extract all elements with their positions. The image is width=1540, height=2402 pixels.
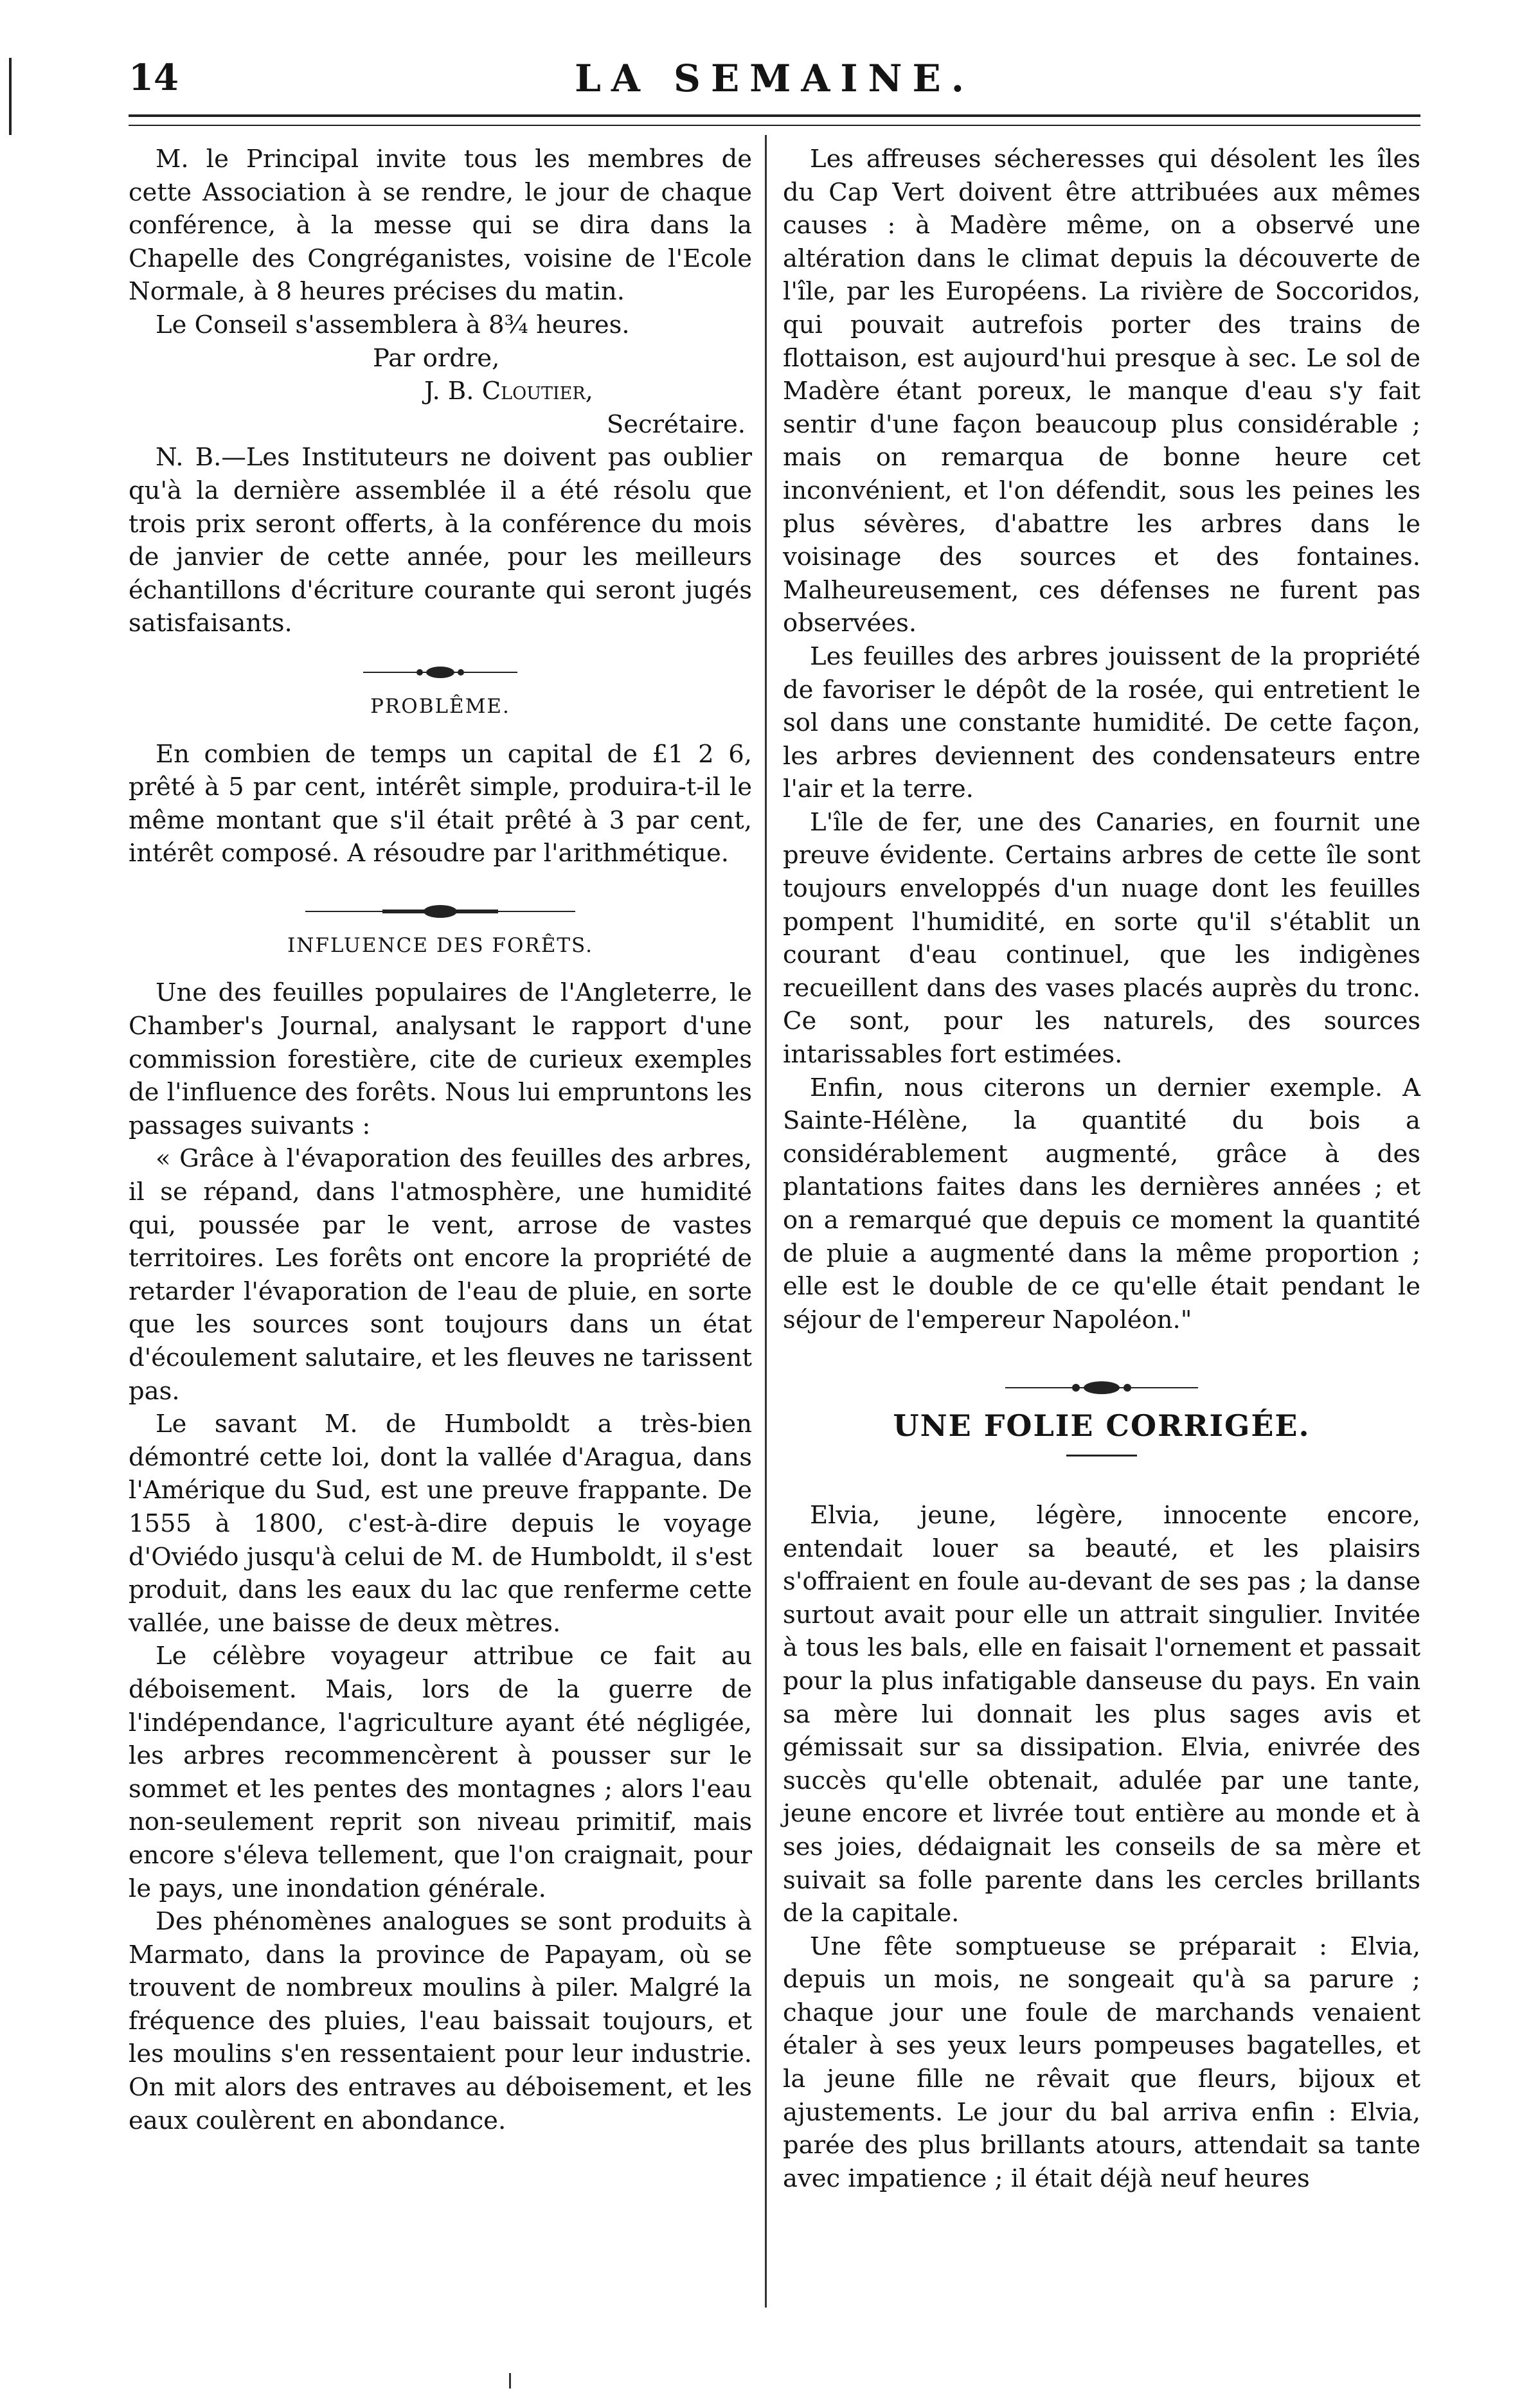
folie-paragraph-2: Une fête somptueuse se préparait : Elvia, depuis un mois, ne songeait qu'à sa parure ; chaque jour une foule de marchands venaient étaler à ses yeux leurs pompeuses bagatelles, et la jeune fille ne rêvait que fleurs, bijoux et ajustements. Le jour du bal arriva enfin : Elvia, parée des plus brillants atours, attendait sa tante avec impatience ; il était déjà neuf heures — [783, 1931, 1420, 2193]
forets-paragraph-7: Les feuilles des arbres jouissent de la propriété de favoriser le dépôt de la rosée, qui entretient le sol dans une constante humidité. De cette façon, les arbres deviennent des condensateurs entre l'air et la terre. — [783, 641, 1420, 804]
forets-paragraph-9: Enfin, nous citerons un dernier exemple. A Sainte-Hélène, la quantité du bois a considérablement augmenté, grâce à des plantations faites dans les dernières années ; et on a remarqué que depuis ce moment la quantité de pluie a augmenté dans la même proportion ; elle est le double de ce qu'elle était pendant le séjour de l'empereur Napoléon." — [783, 1073, 1420, 1334]
influence-paragraph-4: Le célèbre voyageur attribue ce fait au déboisement. Mais, lors de la guerre de l'indépendance, l'agriculture ayant été négligée, les arbres recommencèrent à pousser sur le sommet et les pentes des montagnes ; alors l'eau non-seulement reprit son niveau primitif, mais encore s'éleva tellement, que l'on craignait, pour le pays, une inondation générale. — [129, 1642, 752, 1903]
nota-bene-paragraph: N. B.—Les Instituteurs ne doivent pas oublier qu'à la dernière assemblée il a été résolu que trois prix seront offerts, à la conférence du mois de janvier de cette année, pour les meilleurs échantillons d'écriture courante qui seront jugés satisfaisants. — [129, 443, 752, 638]
ornament-divider — [363, 659, 517, 685]
signature-name-text: J. B. Cloutier, — [424, 377, 593, 406]
influence-paragraph-1: Une des feuilles populaires de l'Angleterre, le Chamber's Journal, analysant le rapport d'une commission forestière, cite de curieux exemples de l'influence des forêts. Nous lui empruntons les passages suivants : — [129, 978, 752, 1140]
signature-ordre: Par ordre, — [373, 343, 500, 373]
right-column — [783, 143, 1420, 2195]
column-divider — [765, 135, 767, 2308]
influence-heading: INFLUENCE DES FORÊTS. — [287, 933, 593, 957]
probleme-heading: PROBLÊME. — [370, 694, 510, 718]
header-rule-thick — [129, 114, 1420, 117]
page-header — [129, 57, 1420, 108]
influence-paragraph-5: Des phénomènes analogues se sont produits à Marmato, dans la province de Papayam, où se trouvent de nombreux moulins à piler. Malgré la fréquence des pluies, l'eau baissait toujours, et les moulins s'en ressentaient pour leur industrie. On mit alors des entraves au déboisement, et les eaux coulèrent en abondance. — [129, 1907, 752, 2135]
probleme-text: En combien de temps un capital de £1 2 6, prêté à 5 par cent, intérêt simple, produira-t-il le même montant que s'il était prêté à 3 par cent, intérêt composé. A résoudre par l'arithmétique. — [129, 739, 752, 868]
running-title: LA SEMAINE. — [575, 57, 974, 100]
header-rule-thin — [129, 125, 1420, 126]
council-paragraph: Le Conseil s'assemblera à 8¾ heures. — [156, 310, 630, 339]
page-number: 14 — [129, 57, 179, 99]
signature-name — [129, 375, 752, 408]
footer-mark — [509, 2373, 511, 2389]
influence-paragraph-3: Le savant M. de Humboldt a très-bien démontré cette loi, dont la vallée d'Aragua, dans l'Amérique du Sud, est une preuve frappante. De 1555 à 1800, c'est-à-dire depuis le voyage d'Oviédo jusqu'à celui de M. de Humboldt, il s'est produit, dans les eaux du lac que renferme cette vallée, une baisse de deux mètres. — [129, 1410, 752, 1638]
notice-paragraph: M. le Principal invite tous les membres de cette Association à se rendre, le jour de chaque conférence, à la messe qui se dira dans la Chapelle des Congréganistes, voisine de l'Ecole Normale, à 8 heures précises du matin. — [129, 145, 752, 307]
folie-paragraph-1: Elvia, jeune, légère, innocente encore, entendait louer sa beauté, et les plaisirs s'offraient en foule au-devant de ses pas ; la danse surtout avait pour elle un attrait singulier. Invitée à tous les bals, elle en faisait l'ornement et passait pour la plus infatigable danseuse du pays. En vain sa mère lui donnait les plus sages avis et gémissait sur sa dissipation. Elvia, enivrée des succès qu'elle obtenait, adulée par une tante, jeune encore et livrée tout entière au monde et à ses joies, dédaignait les conseils de sa mère et suivait sa folle parente dans les cercles brillants de la capitale. — [783, 1500, 1420, 1928]
folie-heading: UNE FOLIE CORRIGÉE. — [893, 1408, 1311, 1444]
left-edge-rule — [9, 58, 12, 135]
signature-role: Secrétaire. — [606, 409, 746, 439]
heading-short-rule — [1066, 1455, 1137, 1456]
ornament-divider — [1005, 1375, 1198, 1401]
influence-paragraph-2: « Grâce à l'évaporation des feuilles des arbres, il se répand, dans l'atmosphère, une humidité qui, poussée par le vent, arrose de vastes territoires. Les forêts ont encore la propriété de retarder l'évaporation de l'eau de pluie, en sorte que les sources sont toujours dans un état d'écoulement salutaire, et les fleuves ne tarissent pas. — [129, 1144, 752, 1406]
ornament-divider — [305, 899, 575, 924]
left-column — [129, 143, 752, 2137]
forets-paragraph-6: Les affreuses sécheresses qui désolent les îles du Cap Vert doivent être attribuées aux mêmes causes : à Madère même, on a observé une altération dans le climat depuis la découverte de l'île, par les Européens. La rivière de Soccoridos, qui pouvait autrefois porter des trains de flottaison, est aujourd'hui presque à sec. Le sol de Madère étant poreux, le manque d'eau s'y fait sentir d'une façon beaucoup plus considérable ; mais on remarqua de bonne heure cet inconvénient, et l'on défendit, sous les peines les plus sévères, d'abattre les arbres dans le voisinage des sources et des fontaines. Malheureusement, ces défenses ne furent pas observées. — [783, 145, 1420, 638]
forets-paragraph-8: L'île de fer, une des Canaries, en fournit une preuve évidente. Certains arbres de cette île sont toujours enveloppés d'un nuage dont les feuilles pompent l'humidité, en sorte qu'il s'établit un courant d'eau continuel, que les indigènes recueillent dans des vases placés auprès du tronc. Ce sont, pour les naturels, des sources intarissables fort estimées. — [783, 807, 1420, 1070]
